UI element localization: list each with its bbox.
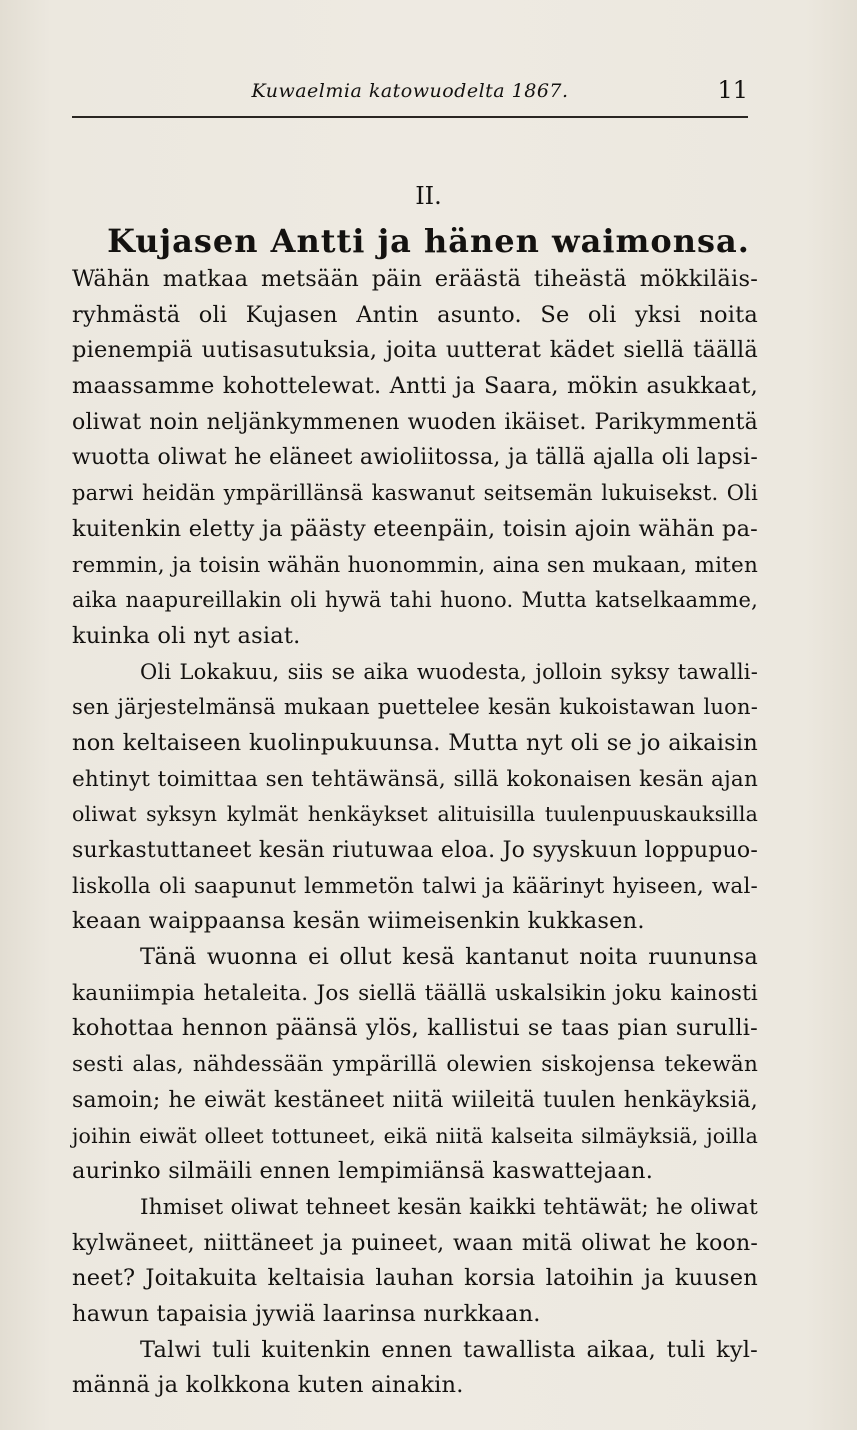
body-text — [72, 262, 758, 1404]
text-line: kuinka oli nyt asiat. — [72, 622, 301, 649]
text-line: keaan waippaansa kesän wiimeisenkin kukkasen. — [72, 908, 645, 935]
text-line: wuotta oliwat he eläneet awioliitossa, ja tällä ajalla oli lapsi- — [72, 445, 758, 471]
text-line: liskolla oli saapunut lemmetön talwi ja käärinyt hyiseen, wal- — [72, 873, 758, 899]
page-number: 11 — [717, 76, 748, 104]
text-line: kylwäneet, niittäneet ja puineet, waan mitä oliwat he koon- — [72, 1230, 758, 1256]
text-line: männä ja kolkkona kuten ainakin. — [72, 1372, 464, 1399]
text-line: Oli Lokakuu, siis se aika wuodesta, jolloin syksy tawalli- — [140, 659, 758, 684]
text-line: kauniimpia hetaleita. Jos siellä täällä uskalsikin joku kainosti — [72, 980, 758, 1006]
text-line: non keltaiseen kuolinpukuunsa. Mutta nyt oli se jo aikaisin — [72, 729, 758, 756]
text-line: oliwat noin neljänkymmenen wuoden ikäiset. Parikymmentä — [72, 409, 758, 435]
text-line: oliwat syksyn kylmät henkäykset alituisilla tuulenpuuskauksilla — [72, 802, 758, 827]
page-header — [72, 72, 748, 112]
text-line: ehtinyt toimittaa sen tehtäwänsä, sillä kokonaisen kesän ajan — [72, 766, 758, 792]
text-line: kuitenkin eletty ja päästy eteenpäin, toisin ajoin wähän pa- — [72, 515, 758, 542]
text-line: parwi heidän ympärillänsä kaswanut seitsemän lukuisekst. Oli — [72, 481, 758, 506]
running-title: Kuwaelmia katowuodelta 1867. — [251, 80, 569, 102]
text-line: Tänä wuonna ei ollut kesä kantanut noita ruununsa — [140, 944, 758, 971]
text-line: Wähän matkaa metsään päin eräästä tiheästä mökkiläis- — [72, 266, 758, 292]
text-line: hawun tapaisia jywiä laarinsa nurkkaan. — [72, 1300, 541, 1327]
text-line: pienempiä uutisasutuksia, joita uutterat kädet siellä täällä — [72, 337, 758, 364]
text-line: neet? Joitakuita keltaisia lauhan korsia latoihin ja kuusen — [72, 1265, 758, 1292]
chapter-title: Kujasen Antti ja hänen waimonsa. — [107, 222, 750, 260]
text-line: aurinko silmäili ennen lempimiänsä kaswattejaan. — [72, 1158, 654, 1185]
text-line: remmin, ja toisin wähän huonommin, aina sen mukaan, miten — [72, 552, 758, 578]
text-line: Ihmiset oliwat tehneet kesän kaikki tehtäwät; he oliwat — [140, 1194, 758, 1220]
text-line: samoin; he eiwät kestäneet niitä wiileitä tuulen henkäyksiä, — [72, 1087, 758, 1113]
header-rule — [72, 116, 748, 118]
text-line: surkastuttaneet kesän riutuwaa eloa. Jo syyskuun loppupuo- — [72, 838, 758, 863]
text-line: Talwi tuli kuitenkin ennen tawallista aikaa, tuli kyl- — [140, 1336, 758, 1363]
text-line: joihin eiwät olleet tottuneet, eikä niitä kalseita silmäyksiä, joilla — [72, 1123, 758, 1148]
text-line: maassamme kohottelewat. Antti ja Saara, mökin asukkaat, — [72, 373, 758, 400]
text-line: aika naapureillakin oli hywä tahi huono. Mutta katselkaamme, — [72, 588, 758, 613]
text-line: kohottaa hennon päänsä ylös, kallistui se taas pian surulli- — [72, 1015, 758, 1042]
section-number: II. — [415, 182, 442, 210]
text-line: sen järjestelmänsä mukaan puettelee kesän kukoistawan luon- — [72, 695, 758, 720]
text-line: ryhmästä oli Kujasen Antin asunto. Se oli yksi noita — [72, 301, 758, 328]
text-line: sesti alas, nähdessään ympärillä olewien siskojensa tekewän — [72, 1052, 758, 1078]
